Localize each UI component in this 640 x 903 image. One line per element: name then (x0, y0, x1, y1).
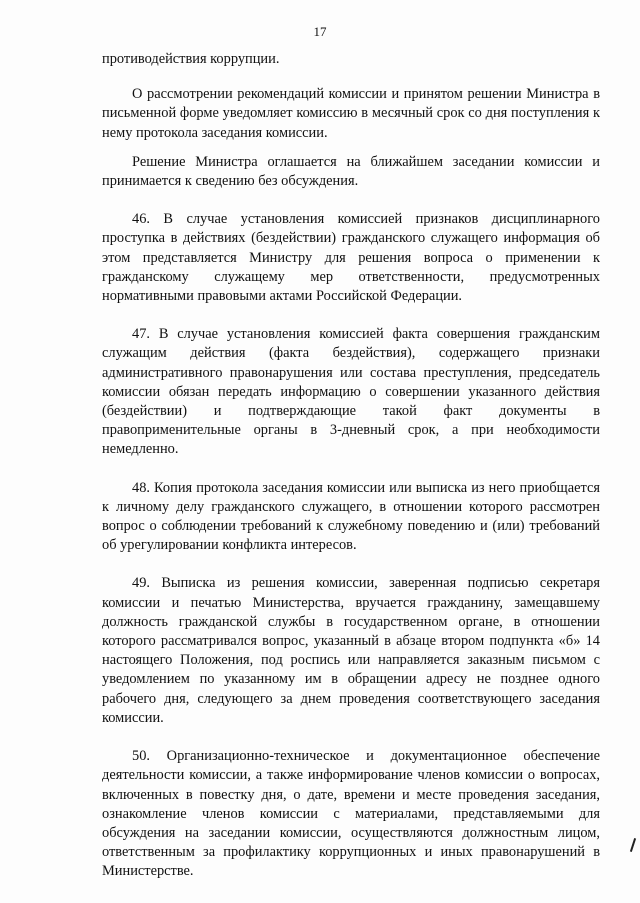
document-body (102, 50, 600, 892)
scan-edge-mark (630, 838, 636, 852)
paragraph-minister-notification: О рассмотрении рекомендаций комиссии и принятом решении Министра в письменной форме уведомляет комиссию в месячный срок со дня поступления к нему протокола заседания комиссии. (102, 86, 600, 141)
paragraph-minister-decision: Решение Министра оглашается на ближайшем заседании комиссии и принимается к сведению без обсуждения. (102, 153, 600, 190)
paragraph-continuation: противодействия коррупции. (102, 51, 280, 67)
paragraph-50: 50. Организационно-техническое и документационное обеспечение деятельности комиссии, а также информирование членов комиссии о вопросах, включенных в повестку дня, о дате, времени и месте проведения заседания, ознакомление членов комиссии с материалами, представляемыми для обсуждения на заседании комиссии, осуществляются должностным лицом, ответственным за профилактику коррупционных и иных правонарушений в Министерстве. (102, 748, 600, 880)
paragraph-48: 48. Копия протокола заседания комиссии или выписка из него приобщается к личному делу гражданского служащего, в отношении которого рассмотрен вопрос о соблюдении требований к служебному поведению и (или) требований об урегулировании конфликта интересов. (102, 479, 600, 554)
paragraph-46: 46. В случае установления комиссией признаков дисциплинарного проступка в действиях (бездействии) гражданского служащего информация об этом представляется Министру для решения вопроса о применении к гражданскому служащему мер ответственности, предусмотренных нормативными правовыми актами Российской Федерации. (102, 211, 600, 305)
paragraph-47: 47. В случае установления комиссией факта совершения гражданским служащим действия (факта бездействия), содержащего признаки административного правонарушения или состава преступления, председатель комиссии обязан передать информацию о совершении указанного действия (бездействии) и подтверждающие такой факт документы в правоприменительные органы в 3-дневный срок, а при необходимости немедленно. (102, 326, 600, 458)
paragraph-49: 49. Выписка из решения комиссии, заверенная подписью секретаря комиссии и печатью Министерства, вручается гражданину, замещавшему должность гражданской службы в государственном органе, в отношении которого рассматривался вопрос, указанный в абзаце втором подпункта «б» 14 настоящего Положения, под роспись или направляется заказным письмом с уведомлением по указанному им в обращении адресу не позднее одного рабочего дня, следующего за днем проведения соответствующего заседания комиссии. (102, 575, 600, 726)
page-number: 17 (313, 24, 327, 39)
